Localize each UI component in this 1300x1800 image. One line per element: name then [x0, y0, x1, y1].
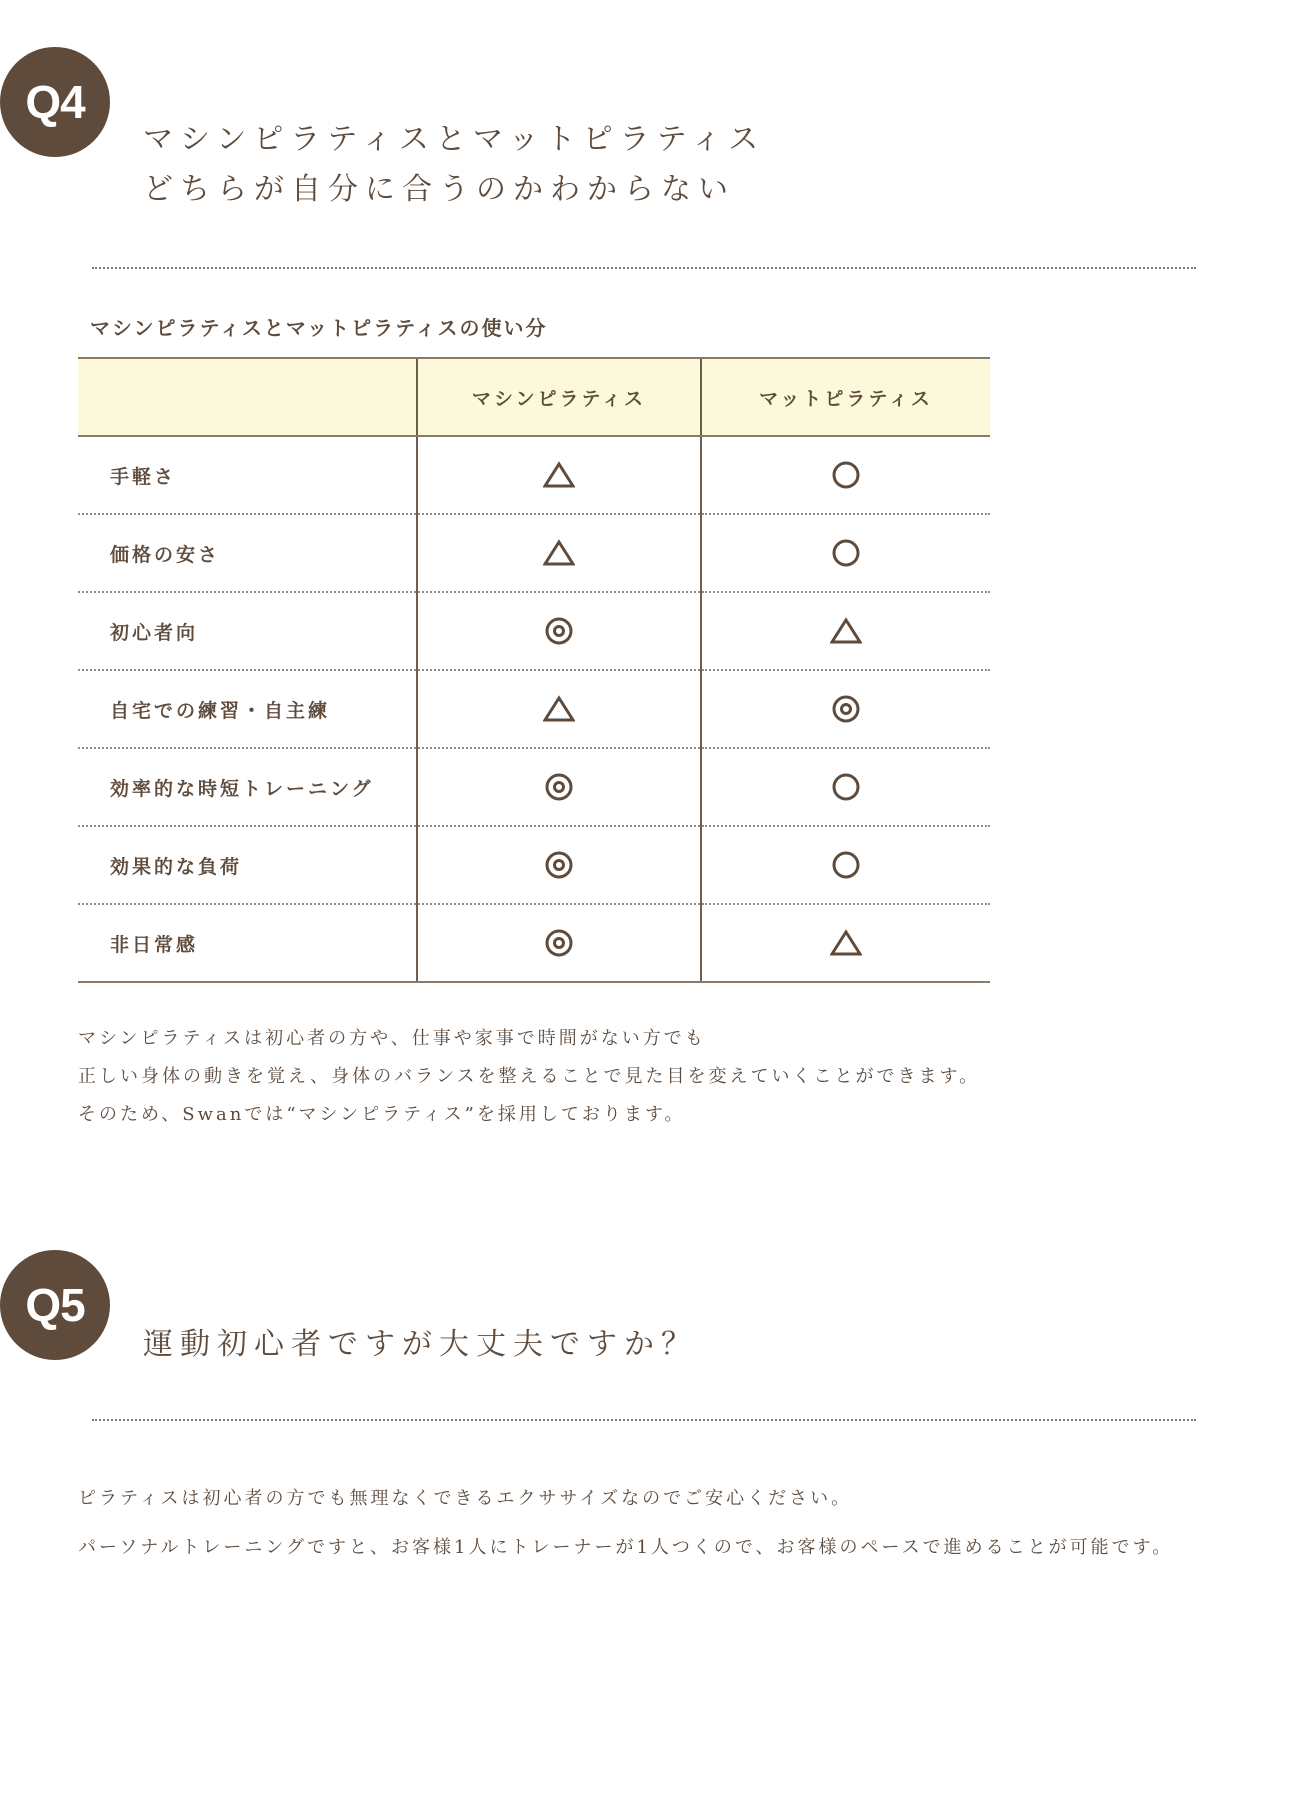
- triangle-icon: [702, 617, 990, 645]
- q5-badge: Q5: [0, 1250, 110, 1360]
- circle-icon: [702, 772, 990, 802]
- triangle-icon: [702, 929, 990, 957]
- row-label: 価格の安さ: [78, 514, 417, 592]
- circle-icon: [702, 538, 990, 568]
- row-label: 手軽さ: [78, 436, 417, 514]
- table-row: [78, 670, 990, 748]
- triangle-icon: [418, 461, 700, 489]
- machine-rating: [417, 436, 701, 514]
- mat-rating: [701, 748, 990, 826]
- q5-answer-line: パーソナルトレーニングですと、お客様1人にトレーナーが1人つくので、お客様のペースで進めることが可能です。: [78, 1537, 1174, 1558]
- row-label: 効率的な時短トレーニング: [78, 748, 417, 826]
- q4-answer: [78, 1020, 980, 1134]
- machine-rating: [417, 592, 701, 670]
- machine-rating: [417, 748, 701, 826]
- double-circle-icon: [418, 772, 700, 802]
- table-row: [78, 514, 990, 592]
- table-row: [78, 826, 990, 904]
- comparison-table: [78, 357, 990, 983]
- q4-badge: Q4: [0, 47, 110, 157]
- table-header: [78, 358, 990, 436]
- circle-icon: [702, 850, 990, 880]
- table-row: [78, 436, 990, 514]
- machine-rating: [417, 514, 701, 592]
- mat-rating: [701, 436, 990, 514]
- machine-rating: [417, 670, 701, 748]
- divider: [92, 267, 1196, 269]
- triangle-icon: [418, 539, 700, 567]
- row-label: 自宅での練習・自主練: [78, 670, 417, 748]
- q5-answer: [78, 1474, 1238, 1572]
- double-circle-icon: [702, 694, 990, 724]
- table-row: [78, 904, 990, 982]
- table-title: マシンピラティスとマットピラティスの使い分: [90, 316, 548, 340]
- row-label: 初心者向: [78, 592, 417, 670]
- q4-answer-line: 正しい身体の動きを覚え、身体のバランスを整えることで見た目を変えていくことができます。: [78, 1066, 981, 1087]
- triangle-icon: [418, 695, 700, 723]
- row-label: 非日常感: [78, 904, 417, 982]
- mat-rating: [701, 514, 990, 592]
- q4-title-line2: どちらが自分に合うのかわからない: [143, 172, 735, 207]
- q4-answer-line: そのため、Swanでは“マシンピラティス”を採用しております。: [78, 1104, 686, 1125]
- mat-rating: [701, 592, 990, 670]
- q4-title-line1: マシンピラティスとマットピラティス: [143, 122, 766, 157]
- mat-rating: [701, 904, 990, 982]
- mat-rating: [701, 670, 990, 748]
- double-circle-icon: [418, 928, 700, 958]
- table-row: [78, 748, 990, 826]
- header-mat: マットピラティス: [701, 358, 990, 436]
- circle-icon: [702, 460, 990, 490]
- table-row: [78, 592, 990, 670]
- machine-rating: [417, 826, 701, 904]
- q4-title: [143, 115, 765, 215]
- q5-answer-line: ピラティスは初心者の方でも無理なくできるエクササイズなのでご安心ください。: [78, 1488, 853, 1509]
- q5-title: 運動初心者ですが大丈夫ですか？: [143, 1327, 698, 1362]
- row-label: 効果的な負荷: [78, 826, 417, 904]
- double-circle-icon: [418, 850, 700, 880]
- q4-answer-line: マシンピラティスは初心者の方や、仕事や家事で時間がない方でも: [78, 1028, 706, 1049]
- header-machine: マシンピラティス: [417, 358, 701, 436]
- mat-rating: [701, 826, 990, 904]
- machine-rating: [417, 904, 701, 982]
- divider: [92, 1419, 1196, 1421]
- header-empty: [78, 358, 417, 436]
- double-circle-icon: [418, 616, 700, 646]
